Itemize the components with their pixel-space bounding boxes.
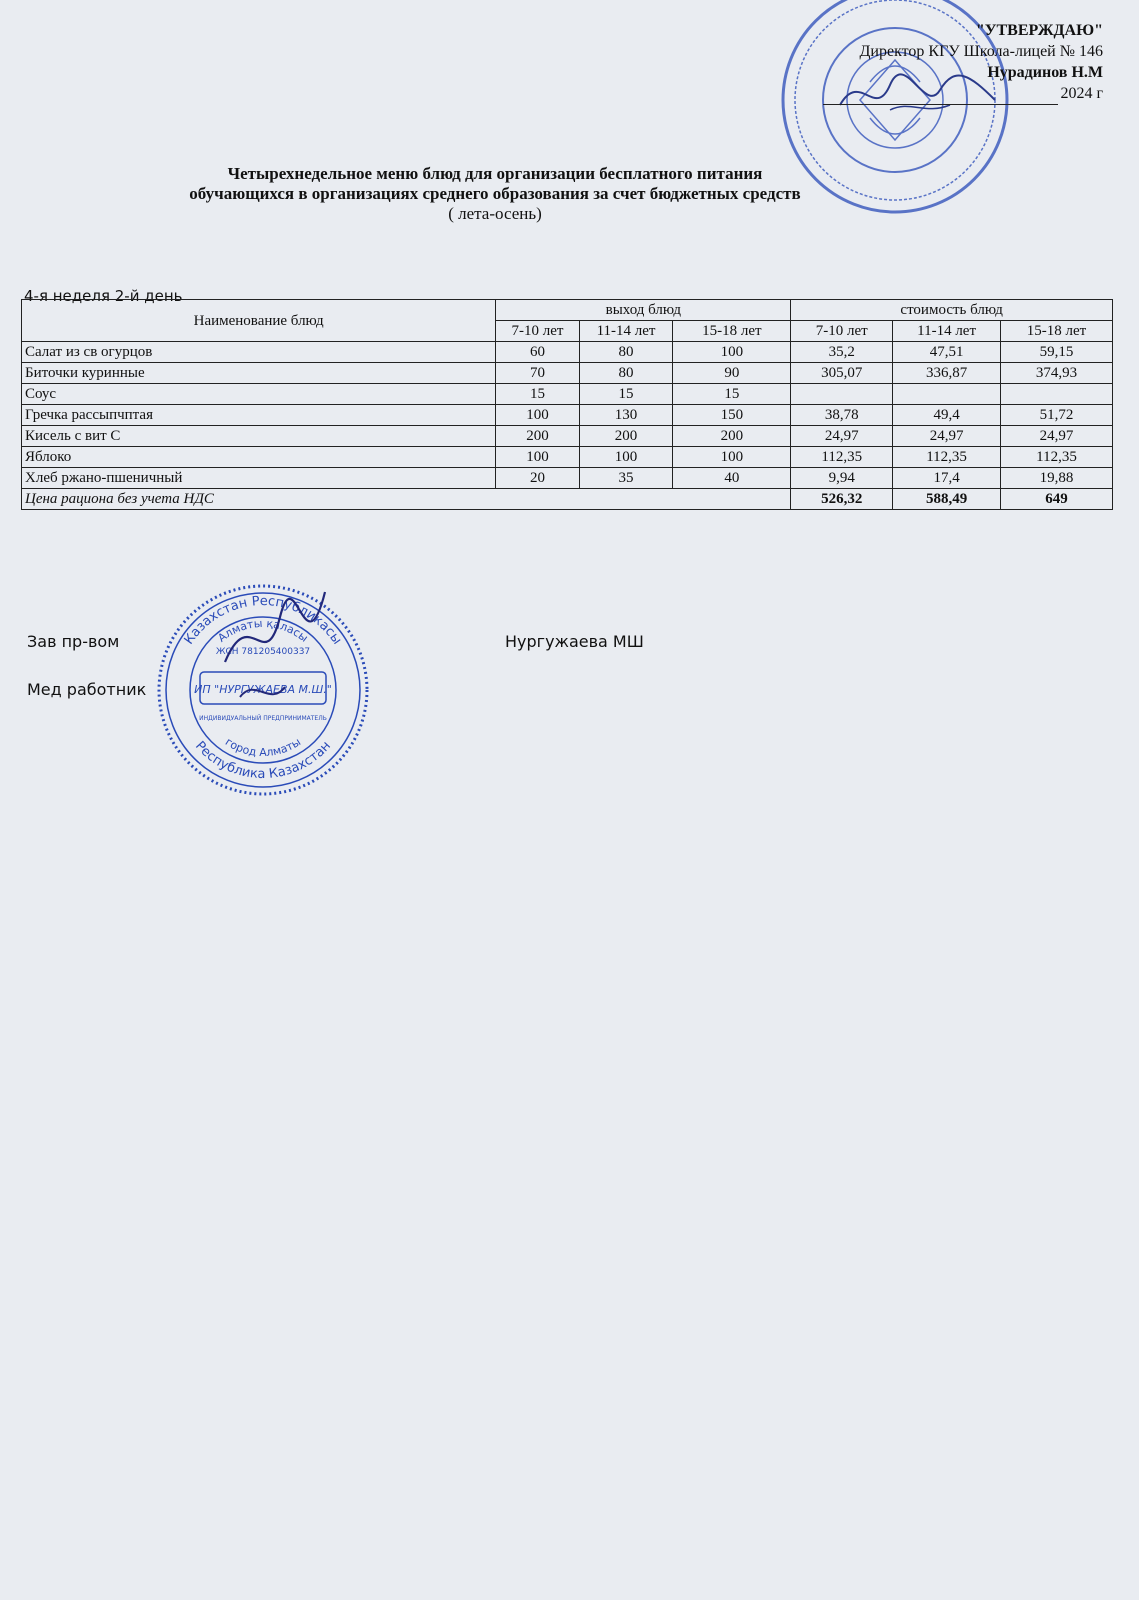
cost-cell: 59,15 [1001, 342, 1113, 363]
stamp-inner-top: Алматы қаласы [215, 616, 311, 645]
svg-text:город Алматы [223, 735, 303, 759]
output-cell: 100 [673, 447, 791, 468]
approval-heading: "УТВЕРЖДАЮ" [975, 22, 1103, 39]
output-cell: 100 [496, 447, 579, 468]
output-cell: 100 [496, 405, 579, 426]
dish-name: Яблоко [22, 447, 496, 468]
table-row [22, 426, 1113, 447]
output-cell: 200 [673, 426, 791, 447]
cost-cell [791, 384, 893, 405]
output-header: выход блюд [496, 300, 791, 321]
output-cell: 200 [496, 426, 579, 447]
cost-cell: 374,93 [1001, 363, 1113, 384]
age-header: 15-18 лет [1001, 321, 1113, 342]
output-cell: 15 [496, 384, 579, 405]
cost-header: стоимость блюд [791, 300, 1113, 321]
total-row [22, 489, 1113, 510]
dish-name: Биточки куринные [22, 363, 496, 384]
cost-cell: 336,87 [893, 363, 1001, 384]
cost-cell: 47,51 [893, 342, 1001, 363]
cost-cell: 35,2 [791, 342, 893, 363]
title-line-2: обучающихся в организациях среднего образования за счет бюджетных средств [189, 184, 801, 203]
table-row [22, 468, 1113, 489]
cost-cell: 112,35 [1001, 447, 1113, 468]
output-cell: 130 [579, 405, 673, 426]
table-row [22, 447, 1113, 468]
total-label: Цена рациона без учета НДС [22, 489, 791, 510]
season-label: ( лета-осень) [448, 204, 542, 223]
medical-worker-label: Мед работник [27, 680, 147, 699]
cost-cell: 112,35 [791, 447, 893, 468]
document-title [150, 164, 840, 224]
cost-cell: 17,4 [893, 468, 1001, 489]
output-cell: 150 [673, 405, 791, 426]
age-header: 7-10 лет [791, 321, 893, 342]
entrepreneur-stamp [155, 582, 371, 798]
cost-cell: 24,97 [893, 426, 1001, 447]
cost-cell: 38,78 [791, 405, 893, 426]
stamp-type: ИНДИВИДУАЛЬНЫЙ ПРЕДПРИНИМАТЕЛЬ [199, 715, 327, 722]
cost-cell: 51,72 [1001, 405, 1113, 426]
output-cell: 90 [673, 363, 791, 384]
stamp-outer-bottom: Республика Казахстан [192, 738, 334, 783]
dish-name: Хлеб ржано-пшеничный [22, 468, 496, 489]
table-row [22, 342, 1113, 363]
table-row [22, 363, 1113, 384]
output-cell: 70 [496, 363, 579, 384]
cost-cell: 24,97 [791, 426, 893, 447]
dish-name: Кисель с вит С [22, 426, 496, 447]
age-header: 15-18 лет [673, 321, 791, 342]
cost-cell: 112,35 [893, 447, 1001, 468]
cost-cell: 9,94 [791, 468, 893, 489]
output-cell: 60 [496, 342, 579, 363]
approval-block [823, 20, 1103, 105]
approval-name: Нурадинов Н.М [987, 64, 1103, 81]
cost-cell: 19,88 [1001, 468, 1113, 489]
cost-cell: 305,07 [791, 363, 893, 384]
approval-year: 2024 г [1060, 85, 1103, 102]
output-cell: 100 [673, 342, 791, 363]
approval-position: Директор КГУ Школа-лицей № 146 [859, 43, 1103, 60]
stamp-name: ИП "НУРГУЖАЕВА М.Ш." [194, 683, 332, 696]
output-cell: 80 [579, 363, 673, 384]
head-of-production-name: Нургужаева МШ [505, 632, 644, 651]
total-cost-cell: 588,49 [893, 489, 1001, 510]
stamp-inner-bottom: город Алматы [222, 735, 304, 760]
output-cell: 100 [579, 447, 673, 468]
cost-cell: 24,97 [1001, 426, 1113, 447]
age-header: 11-14 лет [579, 321, 673, 342]
title-line-1: Четырехнедельное меню блюд для организации бесплатного питания [227, 164, 763, 183]
total-cost-cell: 649 [1001, 489, 1113, 510]
stamp-outer-top: Казахстан Республикасы [181, 593, 345, 648]
dish-name: Салат из св огурцов [22, 342, 496, 363]
age-header: 11-14 лет [893, 321, 1001, 342]
output-cell: 35 [579, 468, 673, 489]
output-cell: 15 [673, 384, 791, 405]
date-underline [823, 83, 1058, 105]
table-row [22, 384, 1113, 405]
table-row [22, 405, 1113, 426]
cost-cell [1001, 384, 1113, 405]
output-cell: 80 [579, 342, 673, 363]
dish-name: Гречка рассыпчптая [22, 405, 496, 426]
output-cell: 20 [496, 468, 579, 489]
header-row-groups [22, 300, 1113, 321]
stamp-id: ЖСН 781205400337 [215, 647, 311, 657]
output-cell: 200 [579, 426, 673, 447]
output-cell: 15 [579, 384, 673, 405]
cost-cell: 49,4 [893, 405, 1001, 426]
dish-name-header: Наименование блюд [22, 300, 496, 342]
head-of-production-label: Зав пр-вом [27, 632, 120, 651]
menu-table [21, 299, 1113, 510]
week-day-label: 4-я неделя 2-й день [24, 287, 183, 305]
output-cell: 40 [673, 468, 791, 489]
approval-date-line [823, 83, 1103, 105]
age-header: 7-10 лет [496, 321, 579, 342]
total-cost-cell: 526,32 [791, 489, 893, 510]
dish-name: Соус [22, 384, 496, 405]
cost-cell [893, 384, 1001, 405]
svg-text:Республика Казахстан [192, 739, 334, 782]
